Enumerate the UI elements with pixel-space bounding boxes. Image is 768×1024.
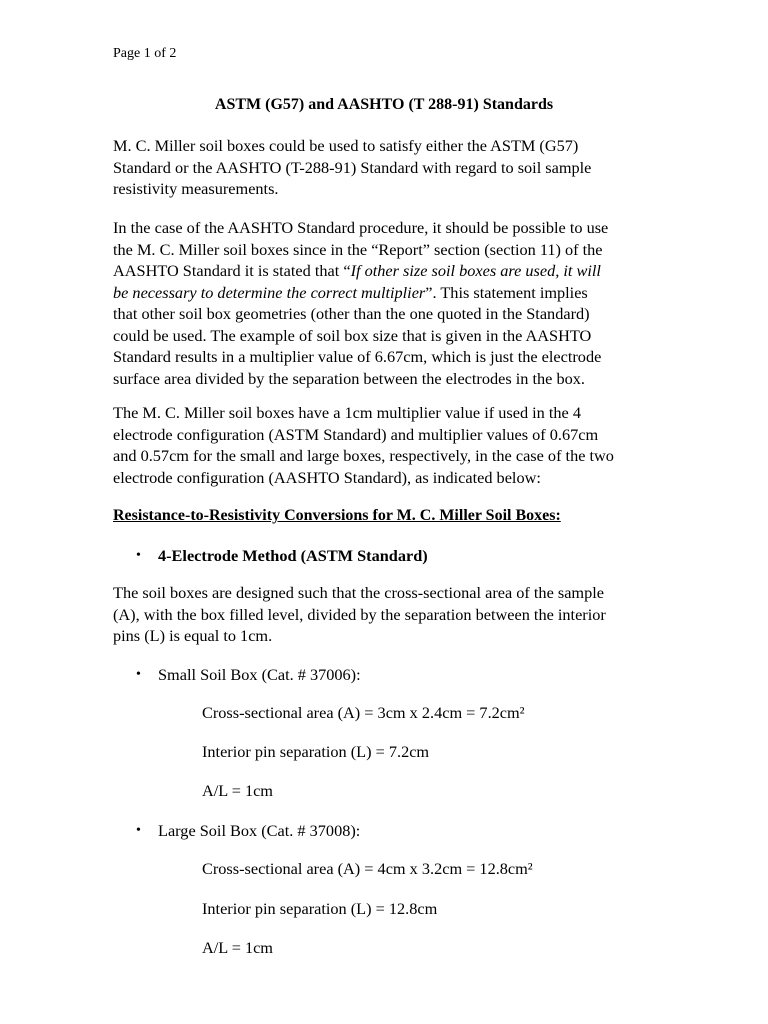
intro-paragraph	[113, 135, 673, 200]
method-heading: 4-Electrode Method (ASTM Standard)	[158, 546, 428, 565]
text-line: surface area divided by the separation between the electrodes in the box.	[113, 368, 585, 388]
text-fragment: AASHTO Standard it is stated that “	[113, 261, 351, 280]
bullet-icon: •	[136, 667, 141, 682]
text-line: pins (L) is equal to 1cm.	[113, 626, 273, 645]
text-line: The M. C. Miller soil boxes have a 1cm multiplier value if used in the 4	[113, 403, 581, 422]
text-line: electrode configuration (ASTM Standard) and multiplier values of 0.67cm	[113, 424, 599, 444]
italic-quote: be necessary to determine the correct multiplier	[113, 282, 426, 302]
bullet-icon: •	[136, 548, 141, 563]
multiplier-paragraph	[113, 402, 673, 488]
text-line: The soil boxes are designed such that the cross-sectional area of the sample	[113, 583, 604, 602]
large-box-area: Cross-sectional area (A) = 4cm x 3.2cm = 12.8cm²	[202, 859, 533, 878]
large-box-separation: Interior pin separation (L) = 12.8cm	[202, 899, 438, 918]
text-line: electrode configuration (AASHTO Standard), as indicated below:	[113, 467, 541, 487]
text-line	[113, 260, 673, 282]
text-line: and 0.57cm for the small and large boxes, respectively, in the case of the two	[113, 446, 614, 465]
bullet-icon: •	[136, 823, 141, 838]
small-box-separation: Interior pin separation (L) = 7.2cm	[202, 742, 430, 761]
large-box-label: Large Soil Box (Cat. # 37008):	[158, 821, 361, 840]
section-heading: Resistance-to-Resistivity Conversions for M. C. Miller Soil Boxes:	[113, 507, 561, 524]
aashto-paragraph	[113, 217, 673, 389]
design-paragraph	[113, 582, 673, 647]
large-box-ratio: A/L = 1cm	[202, 938, 273, 957]
text-line: (A), with the box filled level, divided by the separation between the interior	[113, 604, 606, 624]
text-fragment: ”. This statement implies	[425, 282, 588, 302]
document-title: ASTM (G57) and AASHTO (T 288-91) Standards	[214, 96, 554, 113]
text-line: Standard or the AASHTO (T-288-91) Standard with regard to soil sample	[113, 157, 592, 177]
text-line: In the case of the AASHTO Standard procedure, it should be possible to use	[113, 218, 609, 237]
page-number: Page 1 of 2	[113, 46, 177, 61]
text-line	[113, 282, 673, 304]
italic-quote: If other size soil boxes are used, it will	[350, 261, 601, 280]
small-box-label: Small Soil Box (Cat. # 37006):	[158, 665, 361, 684]
small-box-area: Cross-sectional area (A) = 3cm x 2.4cm = 7.2cm²	[202, 703, 525, 722]
text-line: M. C. Miller soil boxes could be used to satisfy either the ASTM (G57)	[113, 136, 579, 155]
text-line: that other soil box geometries (other than the one quoted in the Standard)	[113, 304, 590, 323]
text-line: the M. C. Miller soil boxes since in the “Report” section (section 11) of the	[113, 239, 603, 259]
small-box-ratio: A/L = 1cm	[202, 781, 273, 800]
text-line: resistivity measurements.	[113, 179, 279, 198]
text-line: could be used. The example of soil box size that is given in the AASHTO	[113, 325, 592, 345]
text-line: Standard results in a multiplier value of 6.67cm, which is just the electrode	[113, 347, 602, 366]
